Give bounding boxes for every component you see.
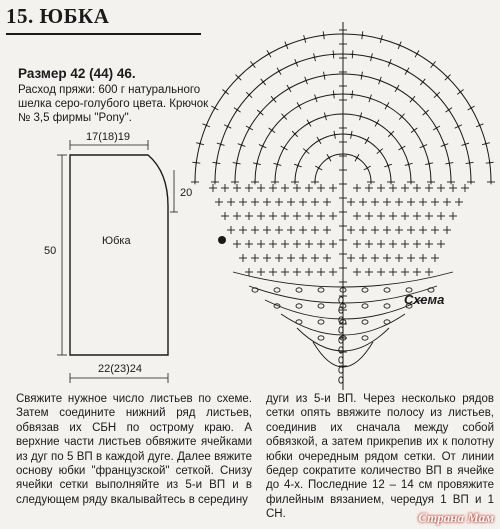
crochet-chart xyxy=(191,22,495,390)
bottom-width-label: 22(23)24 xyxy=(98,363,143,375)
title-underline xyxy=(6,33,201,35)
pattern-title xyxy=(6,4,206,35)
top-width-label: 17(18)19 xyxy=(86,131,131,143)
instructions-right-column: дуги из 5-и ВП. Через несколько рядов сетки опять ввяжите полосу из листьев, соединив их сначала между собой обвязкой, а затем прикрепив их к полотну юбки очередным рядом сетки. От линии бедер сократите количество ВП в ячейке до 4-х. Последние 12 – 14 см провяжите филейным вязанием, чередуя 1 ВП и 1 СН. xyxy=(266,393,494,521)
watermark: Страна Мам xyxy=(418,510,494,525)
instructions-left-column: Свяжите нужное число листьев по схеме. Затем соедините нижний ряд листьев, обвязав их СБН по острому краю. А верхние части листьев обвяжите ячейками из дуг по 5 ВП в каждой дуге. Далее вяжите основу юбки "французской" сеткой. Снизу ячейки сетки выполняйте из 5-и ВП и в следующем ряду вкалывайтесь в середину xyxy=(16,393,252,506)
height-label: 50 xyxy=(44,245,57,257)
title-text: 15. ЮБКА xyxy=(6,4,110,28)
yoke-label: 20 xyxy=(180,187,193,199)
yarn-info: Расход пряжи: 600 г натурального шелка серо-голубого цвета. Крючок № 3,5 фирмы "Pony". xyxy=(18,84,209,124)
skirt-outline xyxy=(70,155,168,355)
piece-label: Юбка xyxy=(102,235,131,247)
size-line: Размер 42 (44) 46. xyxy=(18,66,136,81)
chart-label: Схема xyxy=(404,292,445,307)
